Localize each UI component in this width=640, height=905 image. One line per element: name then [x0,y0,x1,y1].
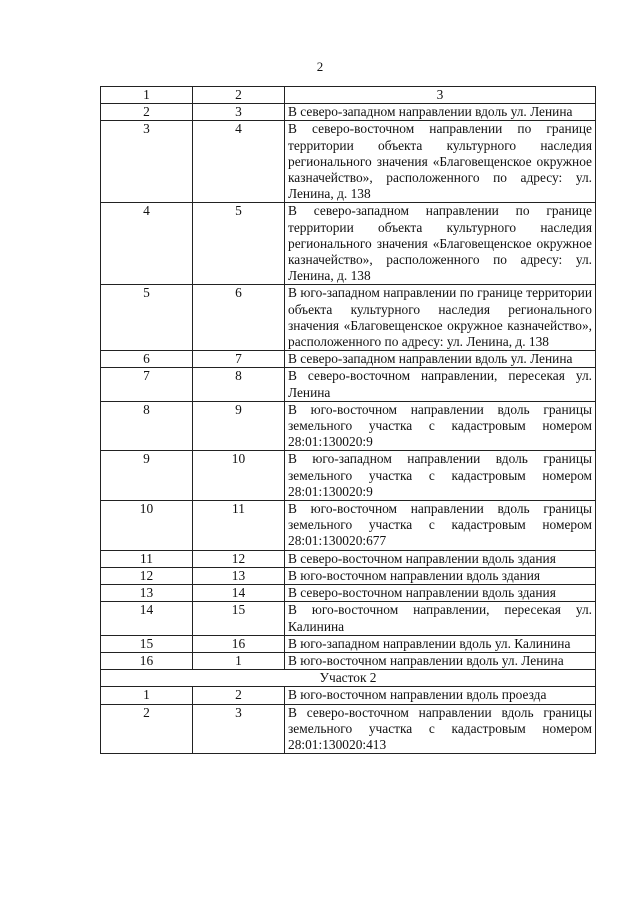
cell-description: В северо-восточном направлении вдоль здания [285,550,596,567]
cell-to-point: 12 [193,550,285,567]
cell-from-point: 2 [101,104,193,121]
cell-description: В юго-восточном направлении вдоль здания [285,567,596,584]
cell-from-point: 8 [101,401,193,451]
cell-description: В юго-восточном направлении вдоль проезда [285,687,596,704]
cell-from-point: 15 [101,635,193,652]
header-cell-col3: 3 [285,87,596,104]
cell-to-point: 1 [193,652,285,669]
cell-to-point: 10 [193,451,285,501]
cell-description: В северо-восточном направлении, пересекая ул. Ленина [285,368,596,401]
table-row [101,451,596,501]
cell-from-point: 3 [101,121,193,203]
table-row [101,567,596,584]
section-row [101,670,596,687]
cell-to-point: 5 [193,203,285,285]
table-row [101,401,596,451]
cell-to-point: 3 [193,104,285,121]
table-row [101,585,596,602]
cell-description: В юго-западном направлении вдоль границы земельного участка с кадастровым номером 28:01:130020:9 [285,451,596,501]
cell-from-point: 1 [101,687,193,704]
cell-from-point: 9 [101,451,193,501]
cell-from-point: 12 [101,567,193,584]
cell-to-point: 3 [193,704,285,754]
cell-from-point: 11 [101,550,193,567]
table-row [101,687,596,704]
cell-description: В юго-западном направлении вдоль ул. Калинина [285,635,596,652]
table-row [101,285,596,351]
cell-to-point: 9 [193,401,285,451]
table-row [101,368,596,401]
table-row [101,351,596,368]
cell-to-point: 2 [193,687,285,704]
cell-from-point: 7 [101,368,193,401]
cell-from-point: 14 [101,602,193,635]
table-row [101,121,596,203]
cell-from-point: 5 [101,285,193,351]
cell-to-point: 15 [193,602,285,635]
cell-description: В северо-западном направлении вдоль ул. Ленина [285,351,596,368]
cell-from-point: 10 [101,501,193,551]
table-header-row [101,87,596,104]
cell-to-point: 7 [193,351,285,368]
cell-to-point: 13 [193,567,285,584]
cell-description: В юго-восточном направлении вдоль границы земельного участка с кадастровым номером 28:01:130020:9 [285,401,596,451]
section-title: Участок 2 [101,670,596,687]
cell-description: В юго-западном направлении по границе территории объекта культурного наследия регионального значения «Благовещенское окружное казначейство», расположенного по адресу: ул. Ленина, д. 138 [285,285,596,351]
boundary-description-table [100,86,596,754]
cell-to-point: 14 [193,585,285,602]
table-row [101,602,596,635]
table-row [101,635,596,652]
cell-from-point: 4 [101,203,193,285]
page-number: 2 [316,59,324,74]
cell-description: В северо-восточном направлении вдоль здания [285,585,596,602]
cell-description: В северо-западном направлении вдоль ул. Ленина [285,104,596,121]
cell-to-point: 16 [193,635,285,652]
cell-from-point: 6 [101,351,193,368]
cell-description: В северо-западном направлении по границе территории объекта культурного наследия регионального значения «Благовещенское окружное казначейство», расположенного по адресу: ул. Ленина, д. 138 [285,203,596,285]
cell-from-point: 13 [101,585,193,602]
cell-to-point: 8 [193,368,285,401]
cell-from-point: 16 [101,652,193,669]
header-cell-col2: 2 [193,87,285,104]
table-row [101,203,596,285]
table-row [101,652,596,669]
cell-description: В северо-восточном направлении вдоль границы земельного участка с кадастровым номером 28:01:130020:413 [285,704,596,754]
table-row [101,704,596,754]
cell-description: В юго-восточном направлении, пересекая ул. Калинина [285,602,596,635]
table-row [101,501,596,551]
cell-description: В северо-восточном направлении по границе территории объекта культурного наследия регионального значения «Благовещенское окружное казначейство», расположенного по адресу: ул. Ленина, д. 138 [285,121,596,203]
table-row [101,104,596,121]
cell-to-point: 4 [193,121,285,203]
cell-to-point: 6 [193,285,285,351]
cell-to-point: 11 [193,501,285,551]
cell-from-point: 2 [101,704,193,754]
header-cell-col1: 1 [101,87,193,104]
table-row [101,550,596,567]
cell-description: В юго-восточном направлении вдоль границы земельного участка с кадастровым номером 28:01:130020:677 [285,501,596,551]
cell-description: В юго-восточном направлении вдоль ул. Ленина [285,652,596,669]
